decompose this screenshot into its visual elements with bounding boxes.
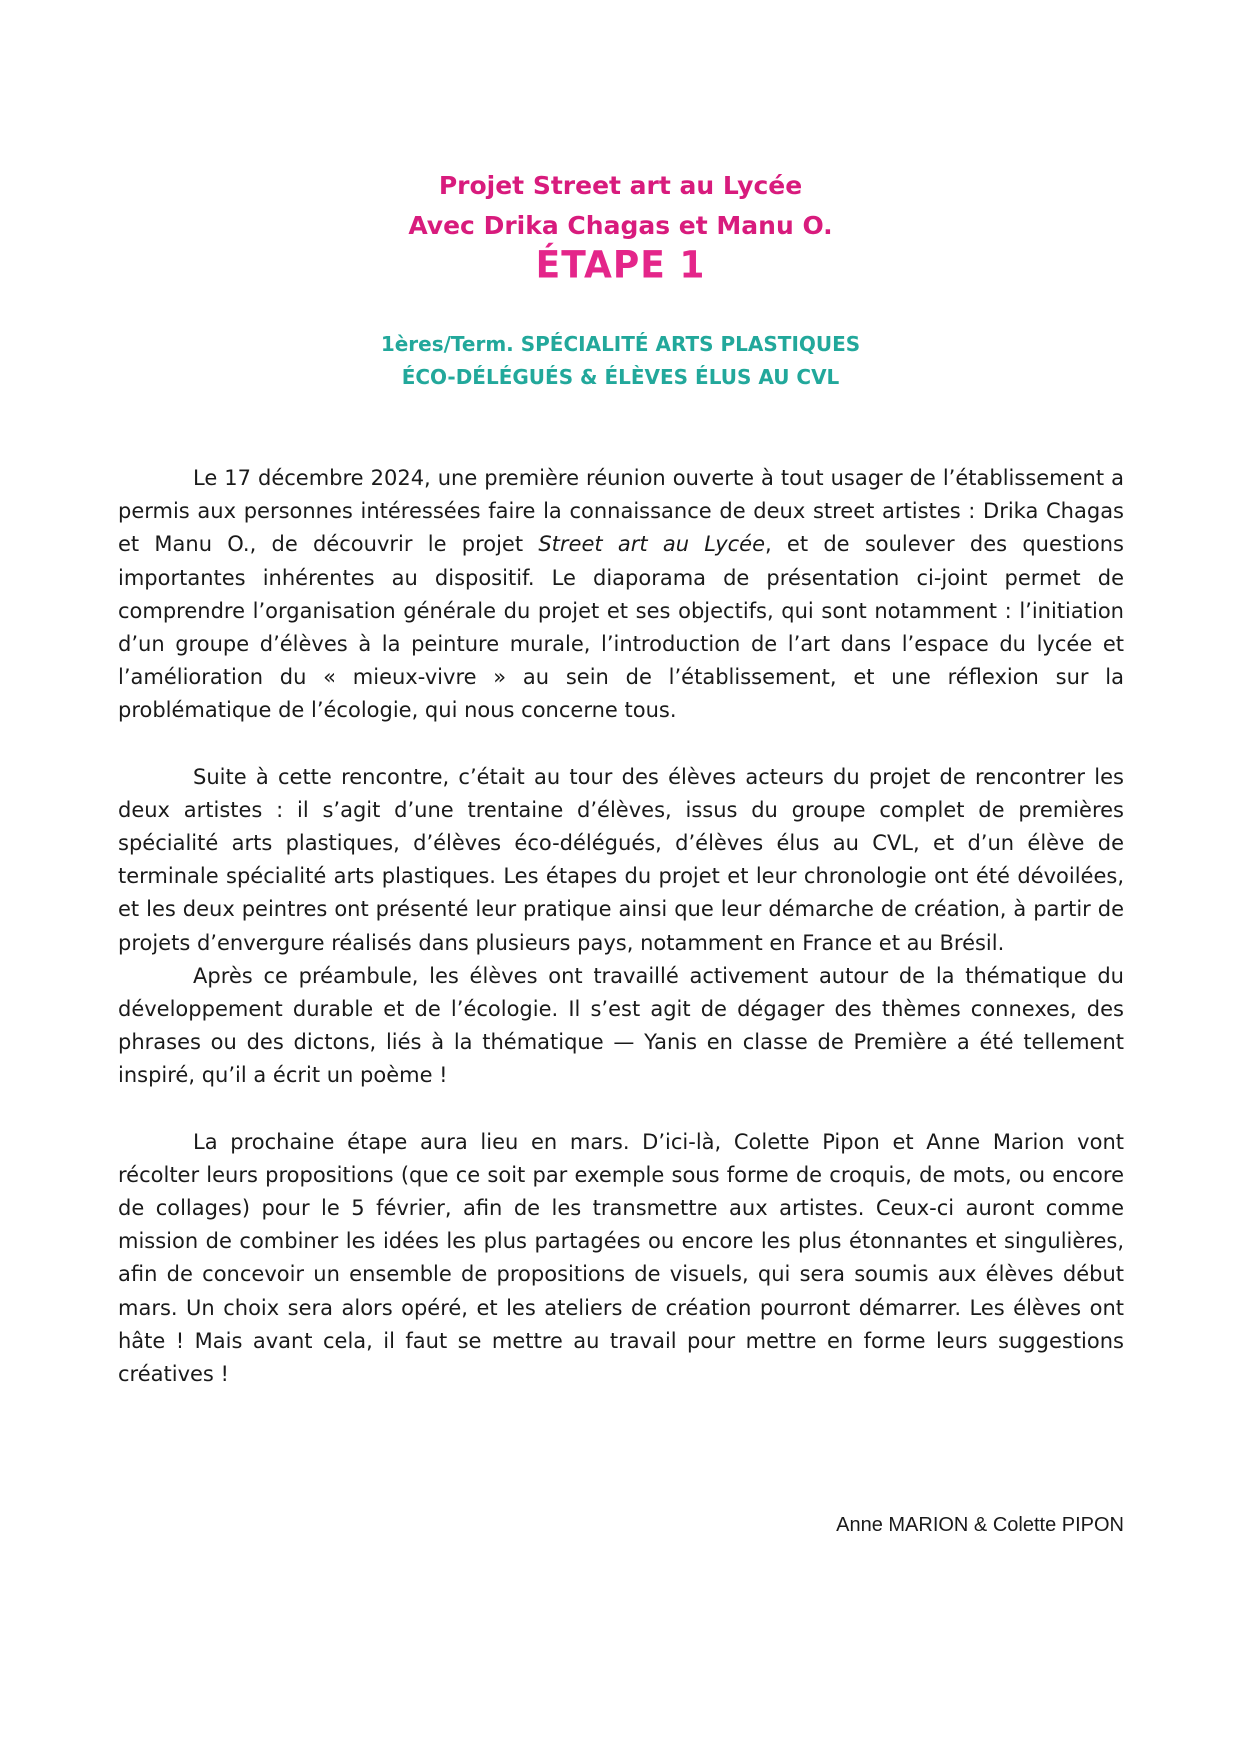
stage-heading: ÉTAPE 1 — [535, 243, 706, 287]
subtitle-line-2: ÉCO-DÉLÉGUÉS & ÉLÈVES ÉLUS AU CVL — [401, 365, 840, 389]
title-line-2: Avec Drika Chagas et Manu O. — [408, 211, 833, 240]
paragraph-1-part-1: Le 17 décembre 2024, une première réunion ouverte à tout usager de l’établissement a permis aux personnes intéressées faire la connaissance de deux street artistes : Drika Chagas et Manu O., de découvrir le projet — [118, 466, 1124, 557]
document-header — [0, 166, 1241, 394]
article-body — [118, 462, 1124, 1391]
paragraph-3: Après ce préambule, les élèves ont travaillé activement autour de la thématique du développement durable et de l’écologie. Il s’est agit de dégager des thèmes connexes, des phrases ou des dictons, liés à la thématique — Yanis en classe de Première a été tellement inspiré, qu’il a écrit un poème ! — [118, 963, 1124, 1088]
signature: Anne MARION & Colette PIPON — [836, 1514, 1124, 1536]
paragraph-4: La prochaine étape aura lieu en mars. D’ici-là, Colette Pipon et Anne Marion vont récolter leurs propositions (que ce soit par exemple sous forme de croquis, de mots, ou encore de collages) pour le 5 février, afin de les transmettre aux artistes. Ceux-ci auront comme mission de combiner les idées les plus partagées ou encore les plus étonnantes et singulières, afin de concevoir un ensemble de propositions de visuels, qui sera soumis aux élèves début mars. Un choix sera alors opéré, et les ateliers de création pourront démarrer. Les élèves ont hâte ! Mais avant cela, il faut se mettre au travail pour mettre en forme leurs suggestions créatives ! — [118, 1129, 1124, 1387]
subtitle-line-1: 1ères/Term. SPÉCIALITÉ ARTS PLASTIQUES — [380, 332, 861, 356]
project-name-italic: Street art au Lycée — [538, 532, 766, 557]
paragraph-2: Suite à cette rencontre, c’était au tour des élèves acteurs du projet de rencontrer les deux artistes : il s’agit d’une trentaine d’élèves, issus du groupe complet de premières spécialité arts plastiques, d’élèves éco-délégués, d’élèves élus au CVL, et d’un élève de terminale spécialité arts plastiques. Les étapes du projet et leur chronologie ont été dévoilées, et les deux peintres ont présenté leur pratique ainsi que leur démarche de création, à partir de projets d’envergure réalisés dans plusieurs pays, notamment en France et au Brésil. — [118, 764, 1124, 955]
paragraph-1 — [118, 462, 1124, 728]
paragraph-gap — [118, 1093, 1124, 1126]
paragraph-1-part-2: , et de soulever des questions importantes inhérentes au dispositif. Le diaporama de présentation ci-joint permet de comprendre l’organisation générale du projet et ses objectifs, qui sont notamment : l’initiation d’un groupe d’élèves à la peinture murale, l’introduction de l’art dans l’espace du lycée et l’amélioration du « mieux-vivre » au sein de l’établissement, et une réflexion sur la problématique de l’écologie, qui nous concerne tous. — [118, 532, 1125, 723]
subtitle-block — [0, 328, 1241, 394]
title-line-1: Projet Street art au Lycée — [438, 171, 803, 200]
paragraph-gap — [118, 728, 1124, 761]
